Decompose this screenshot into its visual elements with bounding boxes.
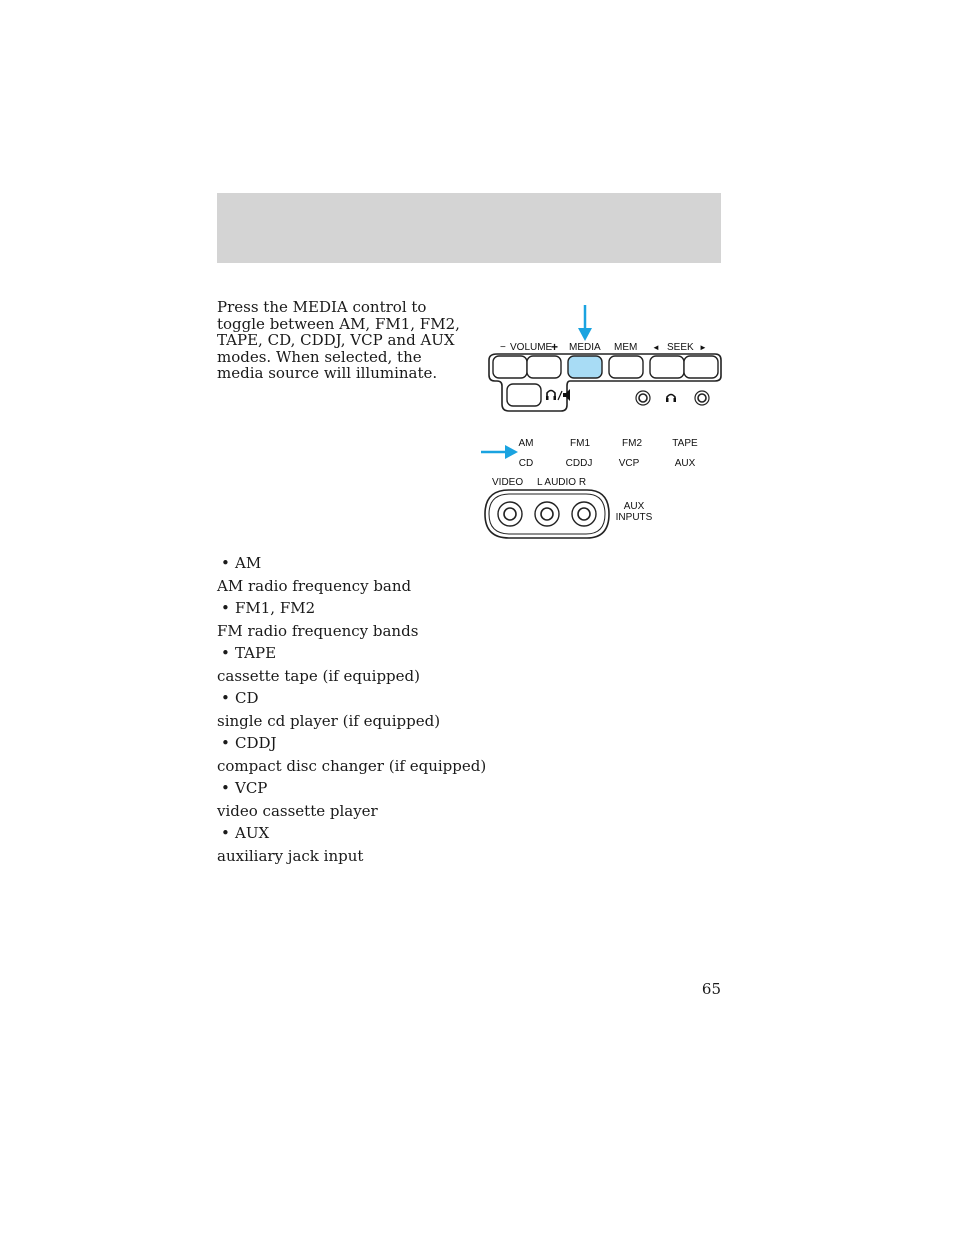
mode-name: TAPE	[235, 644, 277, 662]
mode-arrow-icon	[481, 445, 518, 459]
media-label: MEDIA	[569, 342, 601, 353]
mode-description: compact disc changer (if equipped)	[217, 756, 487, 775]
mode-name: CD	[235, 689, 259, 707]
media-arrow-icon	[578, 305, 592, 341]
bullet-icon: •	[221, 824, 230, 842]
list-item	[217, 642, 517, 687]
mem-button[interactable]	[609, 356, 643, 378]
headphone-icon	[666, 395, 676, 403]
headphone-speaker-button[interactable]	[507, 384, 541, 406]
right-headphone-jack[interactable]	[695, 391, 709, 405]
list-item	[217, 732, 517, 777]
list-item	[217, 552, 517, 597]
mode-am-label: AM	[518, 438, 534, 449]
audio-left-jack[interactable]	[535, 502, 559, 526]
mode-name: AM	[235, 554, 262, 572]
mode-name: CDDJ	[235, 734, 277, 752]
aux-inputs-label-line1: AUX	[623, 501, 645, 512]
mode-cddj-label: CDDJ	[565, 458, 593, 469]
rear-seat-controls-diagram	[475, 300, 725, 545]
list-item	[217, 687, 517, 732]
video-jack[interactable]	[498, 502, 522, 526]
mode-heading	[217, 822, 517, 845]
mode-name: FM1, FM2	[235, 599, 316, 617]
intro-paragraph: Press the MEDIA control to toggle between AM, FM1, FM2, TAPE, CD, CDDJ, VCP and AUX modes. When selected, the media source will illuminate.	[217, 298, 460, 382]
audio-right-jack[interactable]	[572, 502, 596, 526]
mode-fm1-label: FM1	[570, 438, 590, 449]
bullet-icon: •	[221, 644, 230, 662]
media-button[interactable]	[568, 356, 602, 378]
seek-up-button[interactable]	[684, 356, 718, 378]
mode-cd-label: CD	[518, 458, 534, 469]
seek-down-button[interactable]	[650, 356, 684, 378]
mode-heading	[217, 732, 517, 755]
mode-description: auxiliary jack input	[217, 846, 364, 865]
section-header-band	[217, 193, 721, 263]
volume-minus-label: −	[500, 342, 506, 353]
media-modes-list	[217, 552, 517, 867]
page-number: 65	[701, 980, 721, 998]
list-item	[217, 822, 517, 867]
video-label: VIDEO	[492, 477, 524, 488]
mode-heading	[217, 597, 517, 620]
mode-tape-label: TAPE	[672, 438, 698, 449]
bullet-icon: •	[221, 554, 230, 572]
mem-label: MEM	[614, 342, 638, 353]
volume-up-button[interactable]	[527, 356, 561, 378]
list-item	[217, 777, 517, 822]
mode-vcp-label: VCP	[618, 458, 640, 469]
mode-heading	[217, 642, 517, 665]
list-item	[217, 597, 517, 642]
seek-label: SEEK	[667, 342, 694, 353]
mode-description: video cassette player	[217, 801, 378, 820]
mode-name: VCP	[235, 779, 268, 797]
mode-aux-label: AUX	[674, 458, 696, 469]
volume-plus-label: +	[551, 340, 559, 354]
seek-left-icon: ◄	[652, 343, 660, 352]
mode-heading	[217, 552, 517, 575]
left-headphone-jack[interactable]	[636, 391, 650, 405]
bullet-icon: •	[221, 599, 230, 617]
mode-fm2-label: FM2	[622, 438, 642, 449]
bullet-icon: •	[221, 734, 230, 752]
bullet-icon: •	[221, 689, 230, 707]
mode-heading	[217, 687, 517, 710]
mode-name: AUX	[235, 824, 270, 842]
mode-description: single cd player (if equipped)	[217, 711, 441, 730]
mode-description: AM radio frequency band	[217, 576, 412, 595]
mode-description: FM radio frequency bands	[217, 621, 419, 640]
mode-description: cassette tape (if equipped)	[217, 666, 420, 685]
seek-right-icon: ►	[699, 343, 707, 352]
bullet-icon: •	[221, 779, 230, 797]
volume-down-button[interactable]	[493, 356, 527, 378]
mode-heading	[217, 777, 517, 800]
audio-label: L AUDIO R	[537, 477, 587, 488]
volume-label: VOLUME	[510, 342, 553, 353]
aux-inputs-label-line2: INPUTS	[615, 512, 653, 523]
